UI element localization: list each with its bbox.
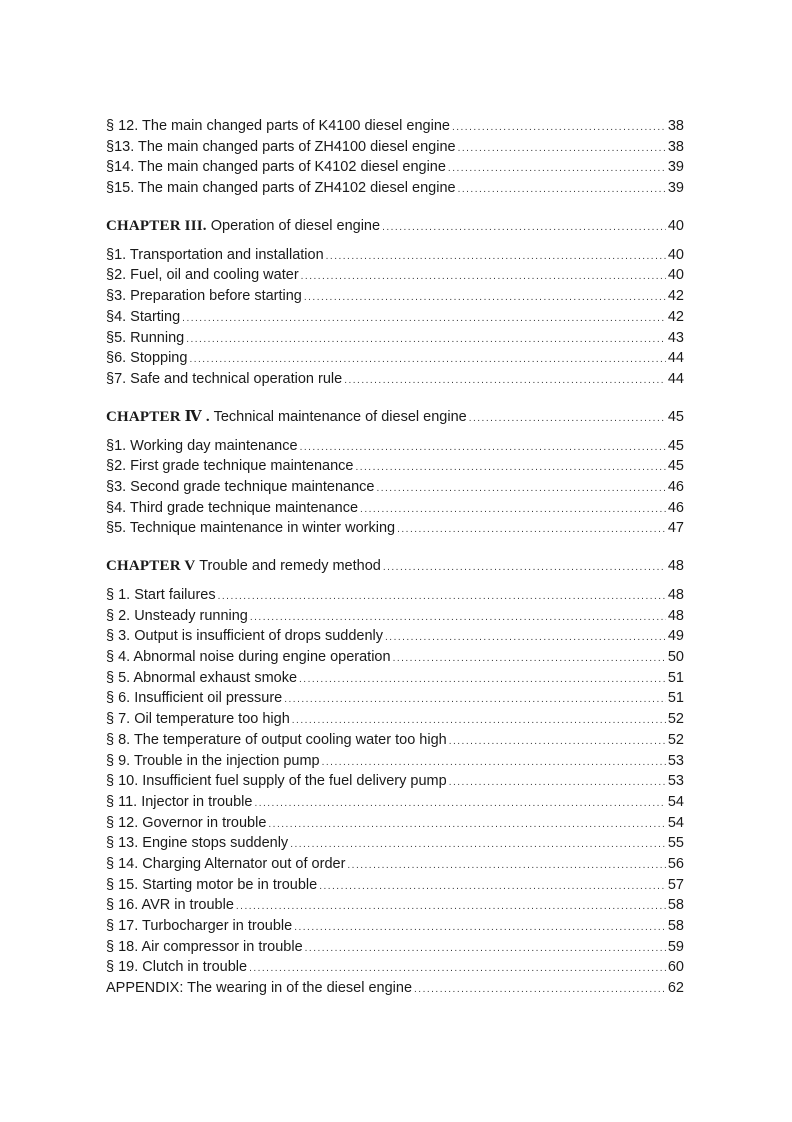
toc-entry-label: §5. Running [106,328,186,349]
toc-page-number: 45 [667,437,684,454]
leader-dots [376,479,665,500]
toc-entry [106,286,684,307]
toc-page-number: 47 [667,520,684,537]
chapter-number: CHAPTER V [106,558,196,574]
leader-dots [322,753,666,774]
toc-entry-label: §15. The main changed parts of ZH4102 diesel engine [106,178,458,199]
toc-section-list [106,245,684,390]
toc-entry-label: § 14. Charging Alternator out of order [106,854,347,875]
toc-page-number: 55 [667,835,684,852]
toc-entry [106,369,684,390]
toc-entry-label: § 12. The main changed parts of K4100 diesel engine [106,116,452,137]
toc-entry-label: § 7. Oil temperature too high [106,709,292,730]
leader-dots [458,139,666,160]
toc-entry [106,245,684,266]
toc-entry-label: § 8. The temperature of output cooling water too high [106,730,449,751]
leader-dots [397,520,666,541]
toc-page-number: 49 [667,628,684,645]
toc-page-number: 54 [667,793,684,810]
leader-dots [449,732,666,753]
leader-dots [414,980,666,1001]
toc-entry [106,436,684,457]
toc-entry-label: § 4. Abnormal noise during engine operation [106,647,393,668]
leader-dots [189,350,665,371]
table-of-contents [106,116,684,999]
toc-entry [106,937,684,958]
toc-page-number: 50 [667,649,684,666]
toc-page-number: 51 [667,690,684,707]
toc-entry-label: §4. Starting [106,307,182,328]
toc-page-number: 38 [667,138,684,155]
toc-entry-label: §4. Third grade technique maintenance [106,498,360,519]
toc-page-number: 52 [667,711,684,728]
toc-entry [106,477,684,498]
leader-dots [449,773,666,794]
toc-entry-label: §6. Stopping [106,348,189,369]
toc-page-number: 58 [667,897,684,914]
toc-entry-label: §1. Transportation and installation [106,245,326,266]
toc-page-number: 53 [667,752,684,769]
toc-entry-label: §5. Technique maintenance in winter working [106,518,397,539]
leader-dots [299,670,666,691]
toc-page-number: 59 [667,938,684,955]
toc-entry-label: §13. The main changed parts of ZH4100 diesel engine [106,137,458,158]
toc-entry-label: § 19. Clutch in trouble [106,957,249,978]
leader-dots [458,180,666,201]
toc-entry [106,116,684,137]
toc-entry-label: § 11. Injector in trouble [106,792,254,813]
toc-entry [106,916,684,937]
toc-page-number: 42 [667,288,684,305]
leader-dots [383,556,666,579]
toc-entry-label: § 2. Unsteady running [106,606,250,627]
toc-page-number: 39 [667,180,684,197]
leader-dots [236,897,666,918]
toc-entry-label: § 10. Insufficient fuel supply of the fuel delivery pump [106,771,449,792]
leader-dots [393,649,666,670]
leader-dots [305,939,666,960]
toc-entry [106,854,684,875]
toc-entry [106,957,684,978]
toc-entry [106,709,684,730]
toc-entry [106,771,684,792]
toc-page-number: 45 [667,458,684,475]
toc-entry [106,178,684,199]
chapter-label [106,406,469,429]
toc-entry-label: § 17. Turbocharger in trouble [106,916,294,937]
chapter-label [106,215,382,238]
toc-entry-label: §2. Fuel, oil and cooling water [106,265,301,286]
toc-entry-label: § 12. Governor in trouble [106,813,268,834]
toc-entry [106,585,684,606]
leader-dots [268,815,665,836]
toc-entry-label: §7. Safe and technical operation rule [106,369,344,390]
leader-dots [182,309,666,330]
toc-entry [106,265,684,286]
toc-entry [106,307,684,328]
toc-entry-label: § 1. Start failures [106,585,218,606]
toc-entry-label: §1. Working day maintenance [106,436,300,457]
toc-page-number: 46 [667,478,684,495]
chapter-number: CHAPTER III. [106,217,207,234]
leader-dots [347,856,665,877]
toc-page-number: 44 [667,370,684,387]
toc-page-number: 62 [667,980,684,997]
toc-entry-label: § 3. Output is insufficient of drops suddenly [106,626,385,647]
toc-entry-label: § 6. Insufficient oil pressure [106,688,284,709]
toc-entry-label: §2. First grade technique maintenance [106,456,355,477]
toc-section-list [106,436,684,539]
toc-page-number: 48 [667,587,684,603]
toc-page-number: 48 [667,607,684,624]
leader-dots [326,247,666,268]
toc-page-number: 57 [667,876,684,893]
chapter-heading [106,215,684,238]
chapter-heading [106,406,684,429]
leader-dots [355,458,665,479]
toc-entry [106,875,684,896]
toc-page-number: 45 [667,408,684,425]
leader-dots [448,159,666,180]
toc-page-number: 53 [667,773,684,790]
leader-dots [300,438,666,459]
toc-entry [106,606,684,627]
leader-dots [385,628,666,649]
toc-section-list [106,585,684,999]
toc-page-number: 54 [667,814,684,831]
leader-dots [250,608,666,629]
toc-page-number: 40 [667,267,684,284]
chapter-title: Technical maintenance of diesel engine [209,408,467,425]
toc-entry-label: §3. Second grade technique maintenance [106,477,376,498]
chapter-heading [106,555,684,578]
toc-entry [106,137,684,158]
toc-entry-label: § 16. AVR in trouble [106,895,236,916]
toc-entry-label: § 15. Starting motor be in trouble [106,875,319,896]
toc-entry [106,626,684,647]
toc-page-number: 43 [667,329,684,346]
toc-page-number: 39 [667,159,684,176]
chapter-title: Operation of diesel engine [206,217,381,234]
toc-entry-label: §14. The main changed parts of K4102 diesel engine [106,157,448,178]
leader-dots [292,711,666,732]
toc-entry [106,348,684,369]
toc-page-number: 38 [667,118,684,134]
toc-entry [106,157,684,178]
toc-entry [106,792,684,813]
toc-entry [106,895,684,916]
toc-page-number: 44 [667,350,684,367]
leader-dots [319,877,666,898]
leader-dots [249,959,666,980]
leader-dots [284,690,666,711]
toc-entry [106,647,684,668]
toc-entry-label: § 9. Trouble in the injection pump [106,751,322,772]
chapter-number: CHAPTER Ⅳ . [106,408,210,425]
toc-entry-appendix [106,978,684,999]
leader-dots [382,216,666,239]
toc-entry-label: §3. Preparation before starting [106,286,304,307]
toc-entry-label: § 18. Air compressor in trouble [106,937,305,958]
leader-dots [254,794,665,815]
leader-dots [290,835,666,856]
leader-dots [301,267,666,288]
toc-entry-label: § 5. Abnormal exhaust smoke [106,668,299,689]
toc-entry-label: APPENDIX: The wearing in of the diesel engine [106,978,414,999]
toc-entry [106,328,684,349]
toc-page-number: 56 [667,855,684,872]
leader-dots [452,118,666,139]
leader-dots [344,371,666,392]
toc-entry [106,668,684,689]
toc-entry [106,688,684,709]
leader-dots [469,407,666,430]
toc-entry-label: § 13. Engine stops suddenly [106,833,290,854]
toc-page-number: 48 [667,558,684,574]
toc-page-number: 52 [667,731,684,748]
chapter-title: Trouble and remedy method [195,558,381,574]
toc-entry [106,751,684,772]
leader-dots [218,587,666,608]
chapter-label [106,555,383,578]
toc-page-number: 51 [667,669,684,686]
toc-page-number: 46 [667,499,684,516]
leader-dots [304,288,666,309]
toc-page-number: 42 [667,308,684,325]
toc-entry [106,833,684,854]
toc-page-number: 58 [667,918,684,934]
leader-dots [360,500,666,521]
toc-entry [106,813,684,834]
leader-dots [186,330,666,351]
toc-entry [106,456,684,477]
toc-page-number: 40 [667,246,684,263]
toc-page-number: 40 [667,217,684,234]
toc-section-list [106,116,684,199]
toc-page-number: 60 [667,959,684,976]
toc-entry [106,518,684,539]
leader-dots [294,918,666,939]
toc-entry [106,730,684,751]
toc-entry [106,498,684,519]
